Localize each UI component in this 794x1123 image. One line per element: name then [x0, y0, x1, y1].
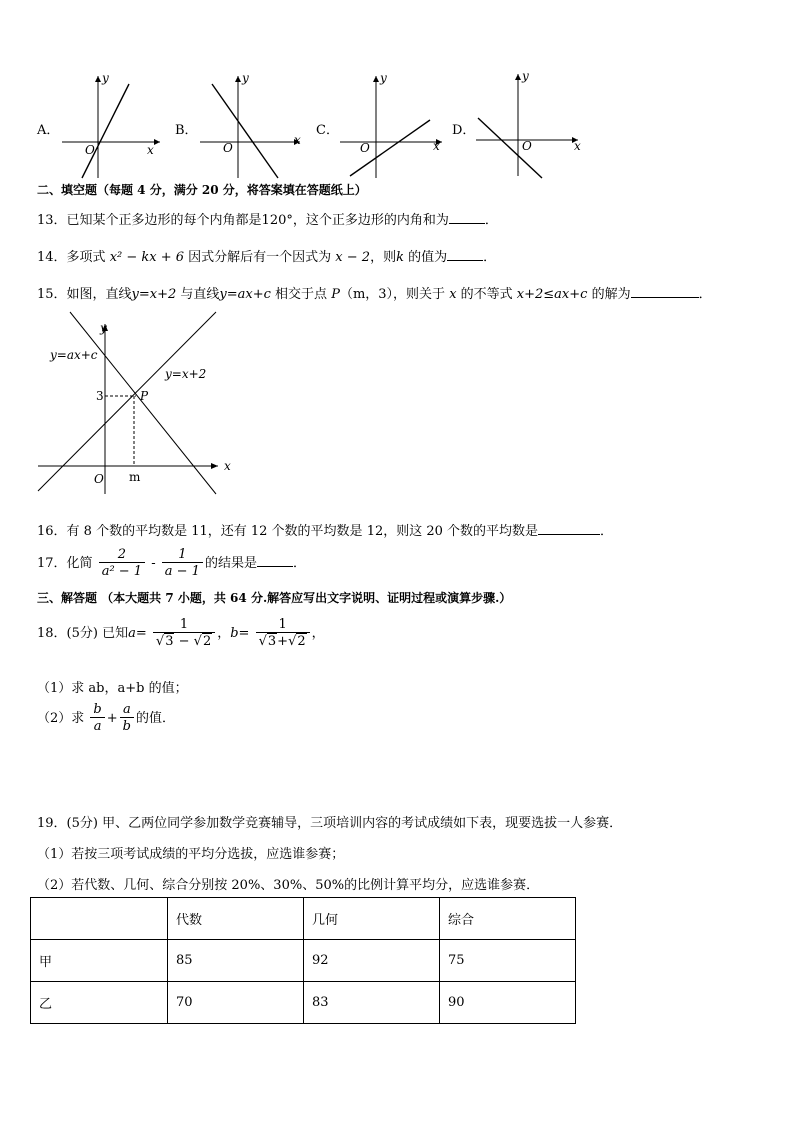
option-d-y: y	[522, 70, 529, 83]
option-graph-b	[196, 70, 308, 182]
answer-blank-14[interactable]	[447, 248, 483, 261]
question-19: 19．(5分) 甲、乙两位同学参加数学竞赛辅导，三项培训内容的考试成绩如下表，现要选拔一人参赛．	[37, 816, 623, 831]
score-table	[30, 897, 576, 1024]
answer-blank-17[interactable]	[257, 554, 293, 567]
fraction-b: $\frac{1}{√3+√2}$	[256, 617, 310, 650]
table-cell: 甲	[31, 940, 168, 982]
question-14: 14．多项式 x² − kx + 6 因式分解后有一个因式为 x − 2，则k 的值为 ．	[37, 250, 497, 265]
question-19-part-2: （2）若代数、几何、综合分别按 20%、30%、50%的比例计算平均分，应选谁参赛．	[37, 878, 540, 893]
answer-blank-13[interactable]	[449, 211, 485, 224]
question-18-part-1: （1）求 ab，a+b 的值；	[37, 681, 188, 696]
graph-tick-m: m	[129, 470, 141, 484]
option-c-origin: O	[360, 141, 370, 155]
option-label-c: C．	[316, 123, 339, 138]
table-header-cell	[31, 898, 168, 940]
table-header-cell: 几何	[304, 898, 440, 940]
table-row	[31, 940, 576, 982]
section-3-title: 三、解答题 （本大题共 7 小题，共 64 分.解答应写出文字说明、证明过程或演算步骤.）	[37, 591, 512, 605]
option-label-a: A．	[37, 123, 60, 138]
fraction-17-2: $\frac{1}{a - 1}$	[162, 547, 203, 580]
option-graph-c	[336, 70, 450, 182]
section-2-title: 二、填空题（每题 4 分，满分 20 分，将答案填在答题纸上）	[37, 183, 367, 197]
option-c-x: x	[433, 139, 440, 153]
option-graph-d	[472, 70, 588, 182]
question-19-part-1: （1）若按三项考试成绩的平均分选拔，应选谁参赛；	[37, 847, 345, 862]
question-15-graph	[30, 308, 240, 498]
fraction-a: $\frac{1}{√3 - √2}$	[153, 617, 215, 650]
option-graph-a	[58, 70, 168, 182]
graph-tick-3: 3	[96, 389, 104, 403]
option-c-y: y	[380, 71, 387, 85]
option-a-origin: O	[85, 143, 95, 157]
table-cell: 70	[168, 982, 304, 1024]
option-d-x: x	[574, 139, 581, 153]
table-cell: 92	[304, 940, 440, 982]
graph-point-p: P	[140, 389, 149, 403]
question-13: 13．已知某个正多边形的每个内角都是120°，这个正多边形的内角和为 ．	[37, 213, 498, 228]
option-d-origin: O	[522, 139, 532, 153]
table-cell: 乙	[31, 982, 168, 1024]
option-graphs	[0, 70, 794, 182]
option-b-x: x	[294, 133, 301, 147]
table-cell: 83	[304, 982, 440, 1024]
question-18: 18．(5分) 已知a= $\frac{1}{√3 - √2}$ ，b= $\frac{1}{√3+√2}$ ，	[37, 617, 325, 649]
table-cell: 85	[168, 940, 304, 982]
table-cell: 75	[440, 940, 576, 982]
option-a-y: y	[102, 71, 109, 85]
label-line-x-2: y=x+2	[165, 367, 207, 381]
option-label-d: D．	[452, 123, 476, 138]
graph-origin: O	[94, 472, 104, 486]
table-header-row	[31, 898, 576, 940]
fraction-17-1: $\frac{2}{\text{a² − 1}}$	[99, 547, 145, 580]
fraction-b-over-a: $\frac{b}{a}$	[90, 702, 104, 735]
table-header-cell: 综合	[440, 898, 576, 940]
graph-y-label: y	[100, 321, 107, 335]
answer-blank-15[interactable]	[631, 285, 699, 298]
option-b-origin: O	[223, 141, 233, 155]
question-15: 15．如图，直线y=x+2 与直线y=ax+c 相交于点 P（m，3），则关于 x 的不等式 x+2≤ax+c 的解为 ．	[37, 287, 712, 302]
label-line-ax-c: y=ax+c	[50, 348, 98, 362]
table-cell: 90	[440, 982, 576, 1024]
question-16: 16．有 8 个数的平均数是 11，还有 12 个数的平均数是 12，则这 20 个数的平均数是 ．	[37, 524, 614, 539]
option-b-y: y	[242, 71, 249, 85]
question-17: 17．化简 $\frac{2}{\text{a² − 1}}$ - $\frac{1}{a - 1}$ 的结果是 ．	[37, 547, 306, 579]
answer-blank-16[interactable]	[538, 522, 600, 535]
question-18-part-2: （2）求 $\frac{b}{a}$ + $\frac{a}{b}$ 的值．	[37, 702, 175, 734]
table-row	[31, 982, 576, 1024]
option-a-x: x	[147, 143, 154, 157]
table-header-cell: 代数	[168, 898, 304, 940]
option-label-b: B．	[175, 123, 198, 138]
graph-x-label: x	[224, 459, 231, 473]
fraction-a-over-b: $\frac{a}{b}$	[120, 702, 134, 735]
